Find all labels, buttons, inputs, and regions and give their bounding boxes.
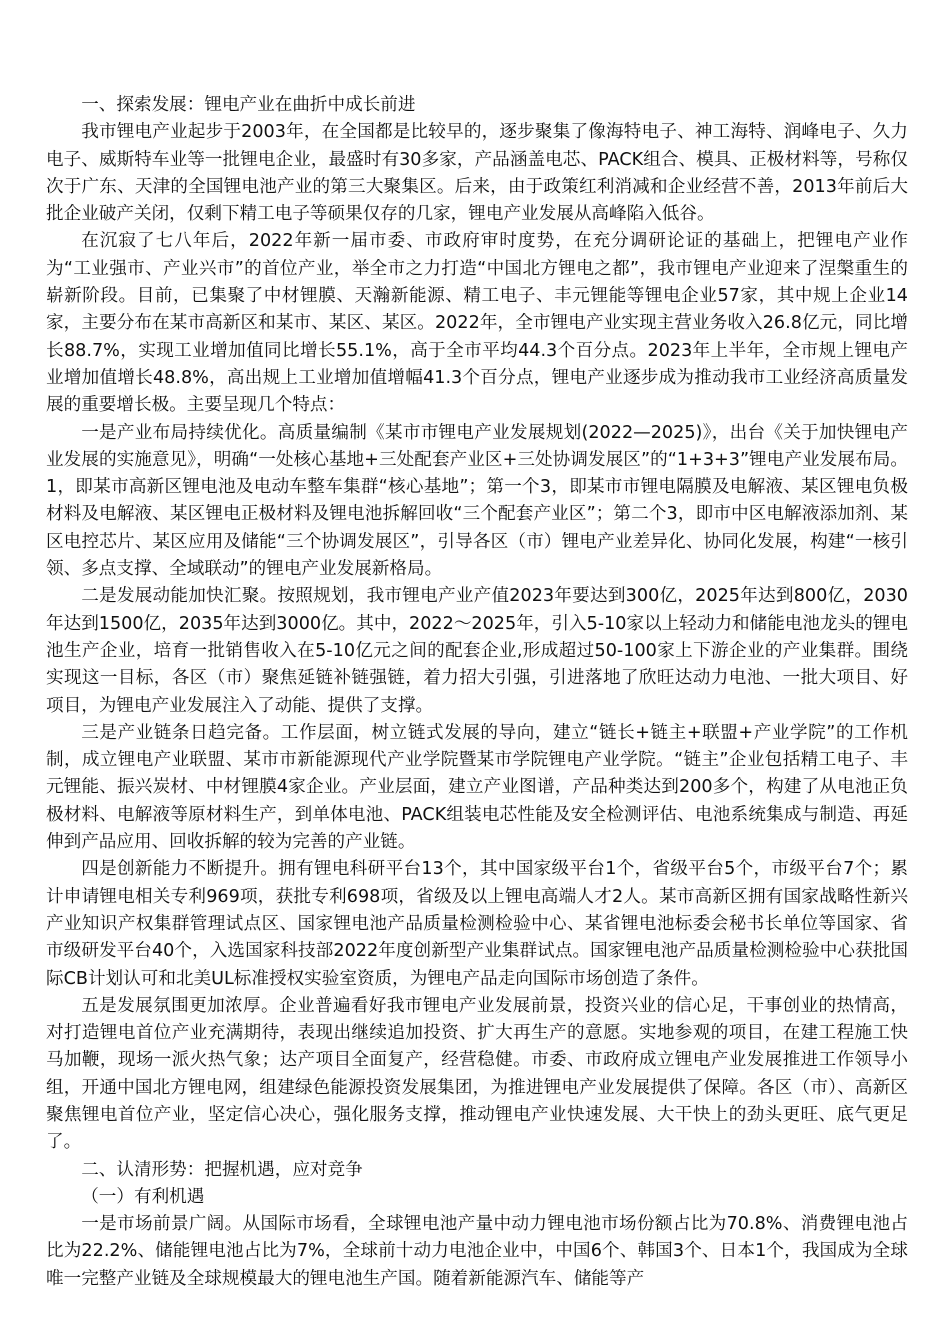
paragraph-history: 我市锂电产业起步于2003年，在全国都是比较早的，逐步聚集了像海特电子、神工海特、润峰电子、久力电子、威斯特车业等一批锂电企业，最盛时有30多家，产品涵盖电芯、PACK组合、模具、正极材料等，号称仅次于广东、天津的全国锂电池产业的第三大聚集区。后来，由于政策红利消减和企业经营不善，2013年前后大批企业破产关闭，仅剩下精工电子等硕果仅存的几家，锂电产业发展从高峰陷入低谷。 — [46, 122, 908, 225]
paragraph-revival: 在沉寂了七八年后，2022年新一届市委、市政府审时度势，在充分调研论证的基础上，把锂电产业作为“工业强市、产业兴市”的首位产业，举全市之力打造“中国北方锂电之都”，我市锂电产业迎来了涅槃重生的崭新阶段。目前，已集聚了中材锂膜、天瀚新能源、精工电子、丰元锂能等锂电企业57家，其中规上企业14家，主要分布在某市高新区和某市、某区、某区。2022年，全市锂电产业实现主营业务收入26.8亿元，同比增长88.7%，实现工业增加值同比增长55.1%，高于全市平均44.3个百分点。2023年上半年，全市规上锂电产业增加值增长48.8%，高出规上工业增加值增幅41.3个百分点，锂电产业逐步成为推动我市工业经济高质量发展的重要增长极。主要呈现几个特点： — [46, 231, 908, 416]
paragraph-market: 一是市场前景广阔。从国际市场看，全球锂电池产量中动力锂电池市场份额占比为70.8%、消费锂电池占比为22.2%、储能锂电池占比为7%，全球前十动力电池企业中，中国6个、韩国3个、日本1个，我国成为全球唯一完整产业链及全球规模最大的锂电池生产国。随着新能源汽车、储能等产 — [46, 1214, 908, 1289]
paragraph-atmosphere: 五是发展氛围更加浓厚。企业普遍看好我市锂电产业发展前景，投资兴业的信心足，干事创业的热情高，对打造锂电首位产业充满期待，表现出继续追加投资、扩大再生产的意愿。实地参观的项目，在建工程施工快马加鞭，现场一派火热气象；达产项目全面复产，经营稳健。市委、市政府成立锂电产业发展推进工作领导小组，开通中国北方锂电网，组建绿色能源投资发展集团，为推进锂电产业发展提供了保障。各区（市）、高新区聚焦锂电首位产业，坚定信心决心，强化服务支撑，推动锂电产业快速发展、大干快上的劲头更旺、底气更足了。 — [46, 995, 908, 1153]
paragraph-chain: 三是产业链条日趋完备。工作层面，树立链式发展的导向，建立“链长+链主+联盟+产业学院”的工作机制，成立锂电产业联盟、某市市新能源现代产业学院暨某市学院锂电产业学院。“链主”企业包括精工电子、丰元锂能、振兴炭材、中材锂膜4家企业。产业层面，建立产业图谱，产品种类达到200多个，构建了从电池正负极材料、电解液等原材料生产，到单体电池、PACK组装电芯性能及安全检测评估、电池系统集成与制造、再延伸到产品应用、回收拆解的较为完善的产业链。 — [46, 722, 908, 853]
section-heading-1: 一、探索发展：锂电产业在曲折中成长前进 — [81, 95, 416, 115]
section-heading-2: 二、认清形势：把握机遇，应对竞争 — [81, 1159, 363, 1180]
paragraph-layout: 一是产业布局持续优化。高质量编制《某市市锂电产业发展规划(2022—2025)》，出台《关于加快锂电产业发展的实施意见》，明确“一处核心基地+三处配套产业区+三处协调发展区”的“1+3+3”锂电产业发展布局。1，即某市高新区锂电池及电动车整车集群“核心基地”；第一个3，即某市市锂电隔膜及电解液、某区锂电负极材料及电解液、某区锂电正极材料及锂电池拆解回收“三个配套产业区”；第二个3，即市中区电解液添加剂、某区电控芯片、某区应用及储能“三个协调发展区”，引导各区（市）锂电产业差异化、协同化发展，构建“一核引领、多点支撑、全域联动”的锂电产业发展新格局。 — [46, 422, 908, 580]
document-body — [46, 92, 908, 1293]
paragraph-momentum: 二是发展动能加快汇聚。按照规划，我市锂电产业产值2023年要达到300亿，2025年达到800亿，2030年达到1500亿，2035年达到3000亿。其中，2022～2025年，引入5-10家以上轻动力和储能电池龙头的锂电池生产企业，培育一批销售收入在5-10亿元之间的配套企业,形成超过50-100家上下游企业的产业集群。围绕实现这一目标，各区（市）聚焦延链补链强链，着力招大引强，引进落地了欣旺达动力电池、一批大项目、好项目，为锂电产业发展注入了动能、提供了支撑。 — [46, 586, 908, 716]
paragraph-innovation: 四是创新能力不断提升。拥有锂电科研平台13个，其中国家级平台1个，省级平台5个，市级平台7个；累计申请锂电相关专利969项，获批专利698项，省级及以上锂电高端人才2人。某市高新区拥有国家战略性新兴产业知识产权集群管理试点区、国家锂电池产品质量检测检验中心、某省锂电池标委会秘书长单位等国家、省市级研发平台40个，入选国家科技部2022年度创新型产业集群试点。国家锂电池产品质量检测检验中心获批国际CB计划认可和北美UL标准授权实验室资质，为锂电产品走向国际市场创造了条件。 — [46, 859, 908, 989]
subsection-heading-opportunities: （一）有利机遇 — [81, 1186, 205, 1207]
